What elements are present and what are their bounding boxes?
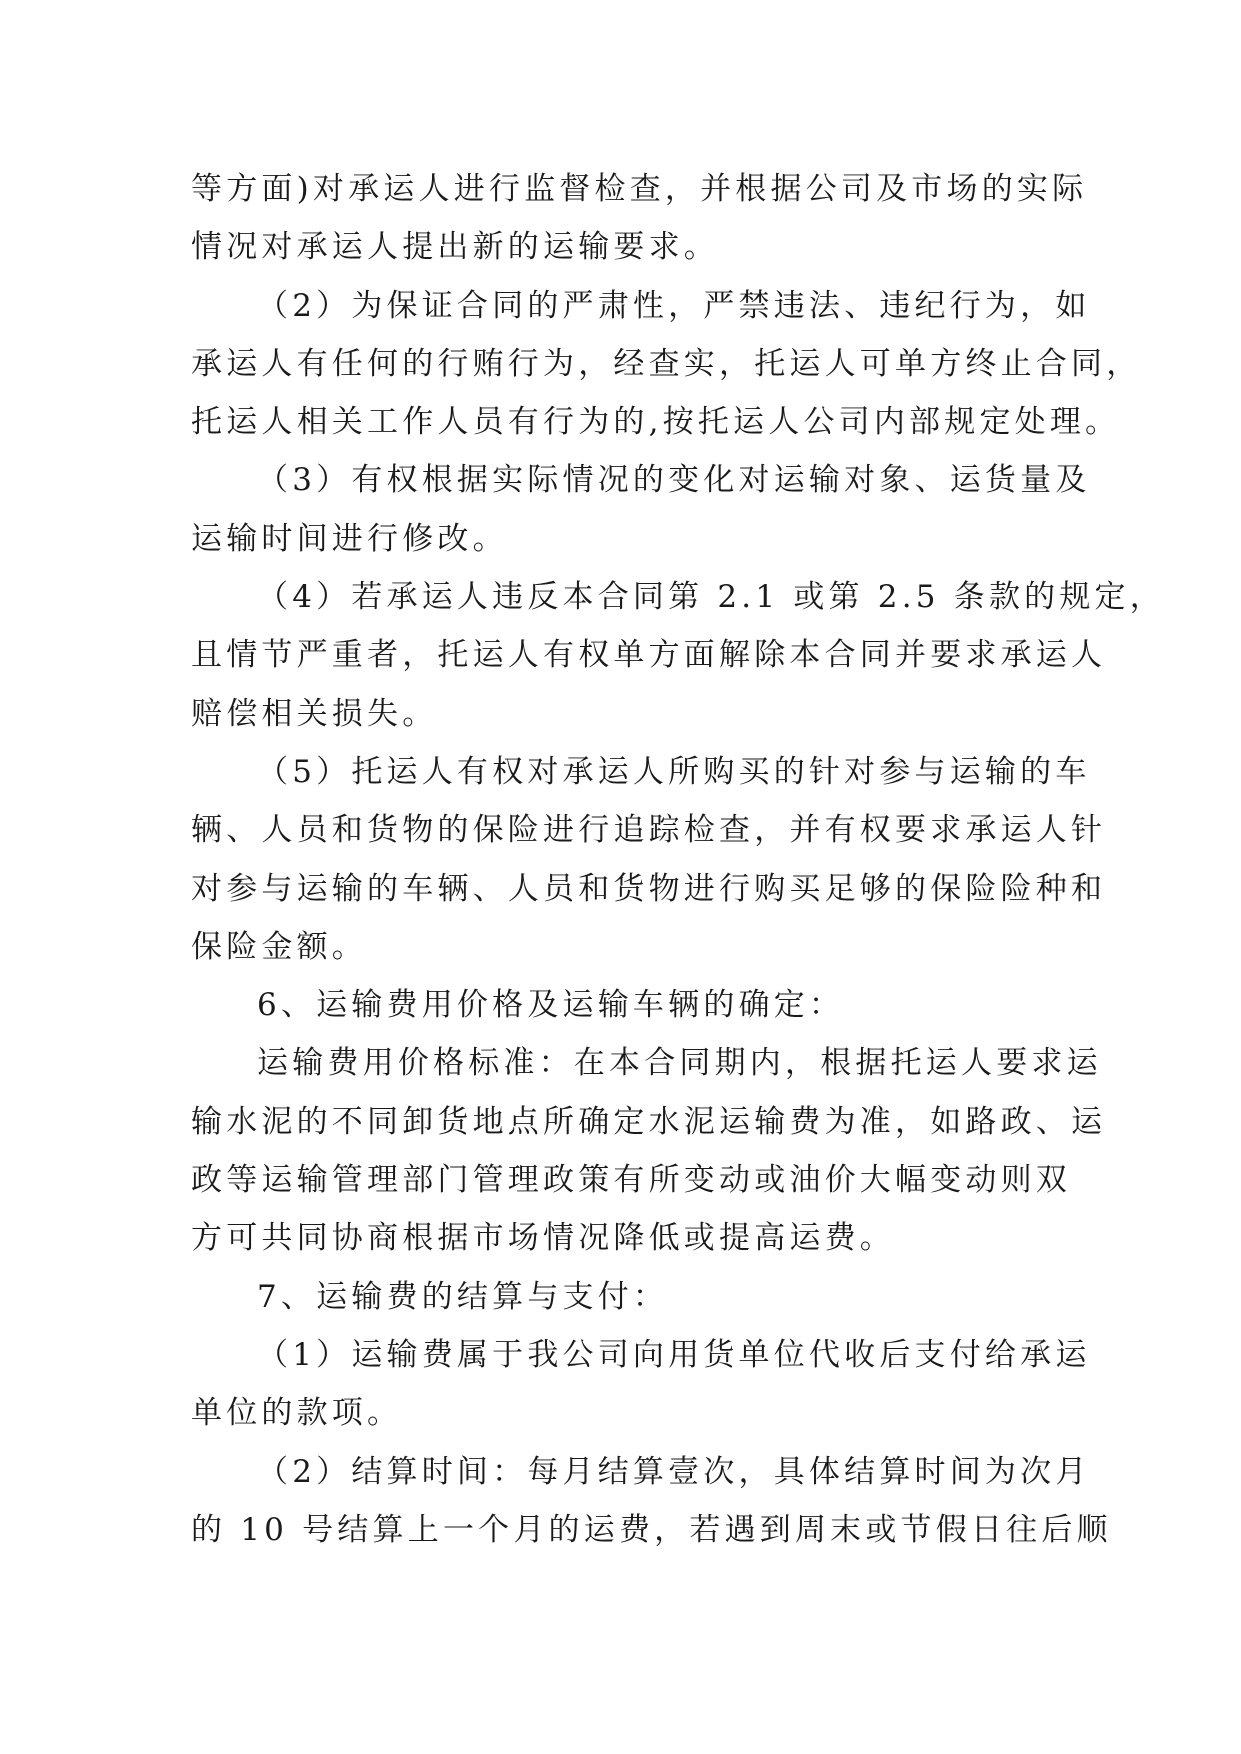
- text-line: （4）若承运人违反本合同第 2.1 或第 2.5 条款的规定，: [257, 579, 1165, 616]
- text-line: 输水泥的不同卸货地点所确定水泥运输费为准，如路政、运: [191, 1103, 1107, 1140]
- text-line: （2）结算时间：每月结算壹次，具体结算时间为次月: [257, 1453, 1091, 1490]
- text-line: （5）托运人有权对承运人所购买的针对参与运输的车: [257, 753, 1091, 790]
- text-line: 对参与运输的车辆、人员和货物进行购买足够的保险险种和: [191, 870, 1107, 907]
- text-line: 赔偿相关损失。: [191, 695, 438, 732]
- text-line: 托运人相关工作人员有行为的,按托运人公司内部规定处理。: [191, 404, 1121, 441]
- text-line: 的 10 号结算上一个月的运费，若遇到周末或节假日往后顺: [191, 1511, 1112, 1548]
- text-line: 情况对承运人提出新的运输要求。: [191, 229, 719, 266]
- text-line: 政等运输管理部门管理政策有所变动或油价大幅变动则双: [191, 1162, 1071, 1199]
- text-line: 单位的款项。: [191, 1395, 403, 1432]
- text-line: （1）运输费属于我公司向用货单位代收后支付给承运: [257, 1336, 1091, 1373]
- text-line: 运输时间进行修改。: [191, 520, 508, 557]
- text-line: 承运人有任何的行贿行为，经查实，托运人可单方终止合同，: [191, 345, 1142, 382]
- text-line: 辆、人员和货物的保险进行追踪检查，并有权要求承运人针: [191, 812, 1107, 849]
- text-line: 保险金额。: [191, 928, 367, 965]
- text-line: （2）为保证合同的严肃性，严禁违法、违纪行为，如: [257, 287, 1091, 324]
- text-line: 7、运输费的结算与支付：: [257, 1278, 669, 1315]
- text-line: 6、运输费用价格及运输车辆的确定：: [257, 987, 845, 1024]
- document-body: [191, 160, 1165, 1559]
- text-line: 运输费用价格标准：在本合同期内，根据托运人要求运: [257, 1045, 1102, 1082]
- text-line: 且情节严重者，托运人有权单方面解除本合同并要求承运人: [191, 637, 1107, 674]
- text-line: （3）有权根据实际情况的变化对运输对象、运货量及: [257, 462, 1091, 499]
- text-line: 等方面)对承运人进行监督检查，并根据公司及市场的实际: [191, 171, 1088, 207]
- text-line: 方可共同协商根据市场情况降低或提高运费。: [191, 1220, 895, 1257]
